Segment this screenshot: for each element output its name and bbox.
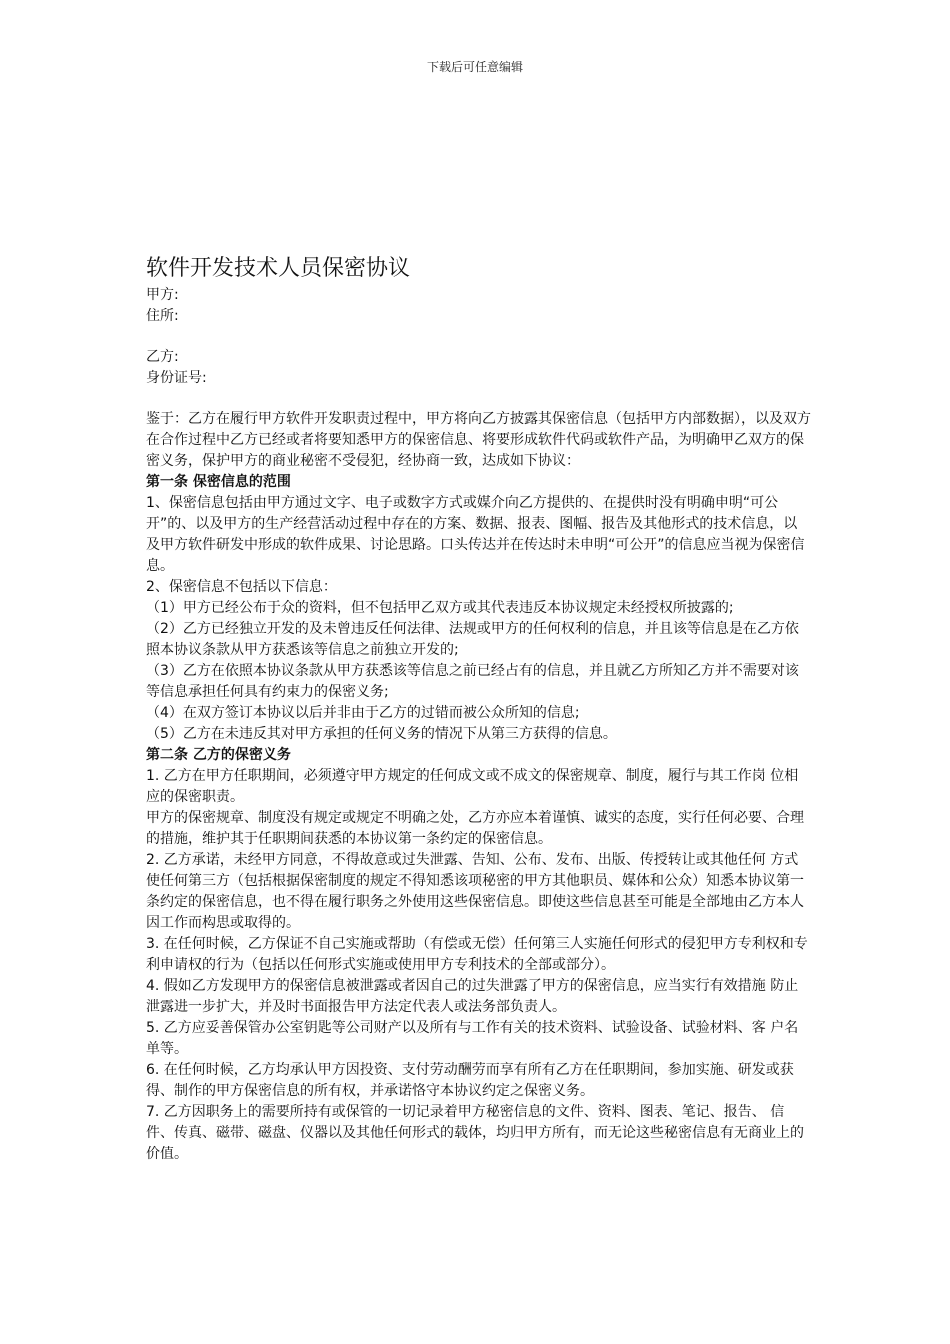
article-1-item: 1、保密信息包括由甲方通过文字、电子或数字方式或媒介向乙方提供的、在提供时没有明确申明“可公开”的、以及甲方的生产经营活动过程中存在的方案、数据、报表、图幅、报告及其他形式的技术信息，以及甲方软件研发中形成的软件成果、讨论思路。口头传达并在传达时未申明“可公开”的信息应当视为保密信息。 — [146, 495, 805, 574]
id-number-label: 身份证号: — [146, 370, 207, 386]
document-title: 软件开发技术人员保密协议 — [146, 256, 411, 281]
article-1-item: （2）乙方已经独立开发的及未曾违反任何法律、法规或甲方的任何权利的信息，并且该等信息是在乙方依照本协议条款从甲方获悉该等信息之前独立开发的; — [146, 621, 799, 658]
address-label: 住所: — [146, 308, 179, 324]
spacer — [146, 327, 811, 347]
article-2-item: 甲方的保密规章、制度没有规定或规定不明确之处，乙方亦应本着谨慎、诚实的态度，实行任何必要、合理的措施，维护其于任职期间获悉的本协议第一条约定的保密信息。 — [146, 810, 804, 847]
article-2-item: 2. 乙方承诺，未经甲方同意，不得故意或过失泄露、告知、公布、发布、出版、传授转让或其他任何 方式使任何第三方（包括根据保密制度的规定不得知悉该项秘密的甲方其他职员、媒体和公众）知悉本协议第一条约定的保密信息，也不得在履行职务之外使用这些保密信息。即使这些信息甚至可能是全部地由乙方本人因工作而构思或取得的。 — [146, 852, 804, 931]
article-1-item: （3）乙方在依照本协议条款从甲方获悉该等信息之前已经占有的信息，并且就乙方所知乙方并不需要对该等信息承担任何具有约束力的保密义务; — [146, 663, 799, 700]
article-1-item: 2、保密信息不包括以下信息： — [146, 579, 337, 595]
article-1-item: （4）在双方签订本协议以后并非由于乙方的过错而被公众所知的信息; — [146, 705, 580, 721]
article-2-item: 6. 在任何时候，乙方均承认甲方因投资、支付劳动酬劳而享有所有乙方在任职期间，参加实施、研发或获得、制作的甲方保密信息的所有权，并承诺恪守本协议约定之保密义务。 — [146, 1062, 794, 1099]
article-2-heading: 第二条 乙方的保密义务 — [146, 747, 291, 763]
article-2-item: 7. 乙方因职务上的需要所持有或保管的一切记录着甲方秘密信息的文件、资料、图表、笔记、报告、 信件、传真、磁带、磁盘、仪器以及其他任何形式的载体，均归甲方所有，而无论这些秘密信息有无商业上的价值。 — [146, 1104, 804, 1162]
article-2-item: 3. 在任何时候，乙方保证不自己实施或帮助（有偿或无偿）任何第三人实施任何形式的侵犯甲方专利权和专利申请权的行为（包括以任何形式实施或使用甲方专利技术的全部或部分）。 — [146, 936, 808, 973]
article-2-item: 4. 假如乙方发现甲方的保密信息被泄露或者因自己的过失泄露了甲方的保密信息，应当实行有效措施 防止泄露进一步扩大，并及时书面报告甲方法定代表人或法务部负责人。 — [146, 978, 799, 1015]
article-1-item: （1）甲方已经公布于众的资料，但不包括甲乙双方或其代表违反本协议规定未经授权所披露的; — [146, 600, 734, 616]
article-2-item: 5. 乙方应妥善保管办公室钥匙等公司财产以及所有与工作有关的技术资料、试验设备、试验材料、客 户名单等。 — [146, 1020, 799, 1057]
download-note: 下载后可任意编辑 — [426, 60, 523, 74]
article-1-item: （5）乙方在未违反其对甲方承担的任何义务的情况下从第三方获得的信息。 — [146, 726, 617, 742]
article-2-item: 1. 乙方在甲方任职期间，必须遵守甲方规定的任何成文或不成文的保密规章、制度，履行与其工作岗 位相应的保密职责。 — [146, 768, 799, 805]
spacer — [146, 389, 811, 409]
party-a-label: 甲方: — [146, 287, 179, 303]
party-b-label: 乙方: — [146, 349, 179, 365]
preamble-paragraph: 鉴于：乙方在履行甲方软件开发职责过程中，甲方将向乙方披露其保密信息（包括甲方内部数据），以及双方在合作过程中乙方已经或者将要知悉甲方的保密信息、将要形成软件代码或软件产品，为明确甲乙双方的保密义务，保护甲方的商业秘密不受侵犯，经协商一致，达成如下协议： — [146, 411, 811, 469]
article-1-heading: 第一条 保密信息的范围 — [146, 474, 291, 490]
document-body — [146, 255, 811, 1165]
